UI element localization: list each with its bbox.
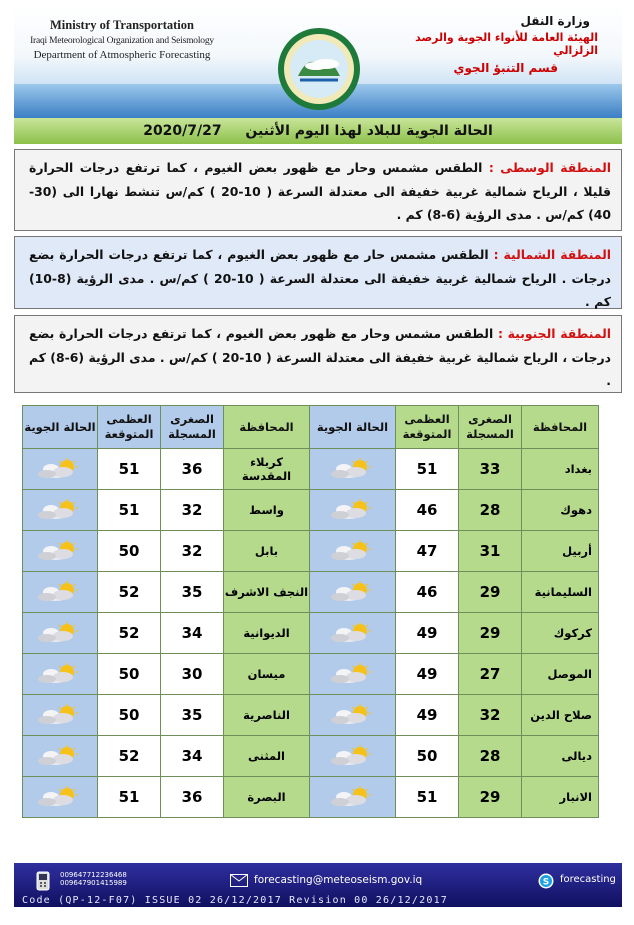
- min-temp: 36: [161, 777, 224, 818]
- header-min: الصغرى المسجلة: [459, 406, 522, 449]
- province-name: الديوانية: [224, 613, 310, 654]
- sun-behind-cloud-icon: [23, 654, 98, 695]
- table-row: [23, 613, 599, 654]
- max-temp: 50: [396, 736, 459, 777]
- max-temp: 49: [396, 613, 459, 654]
- envelope-icon: [230, 874, 248, 887]
- max-temp: 52: [98, 572, 161, 613]
- min-temp: 29: [459, 777, 522, 818]
- province-name: المثنى: [224, 736, 310, 777]
- min-temp: 29: [459, 613, 522, 654]
- header-min: الصغرى المسجلة: [161, 406, 224, 449]
- province-name: بغداد: [522, 449, 599, 490]
- sun-behind-cloud-icon: [310, 695, 396, 736]
- max-temp: 51: [98, 490, 161, 531]
- ministry-en: Ministry of Transportation: [50, 18, 194, 32]
- max-temp: 51: [396, 449, 459, 490]
- sun-behind-cloud-icon: [310, 777, 396, 818]
- sun-behind-cloud-icon: [23, 449, 98, 490]
- max-temp: 51: [98, 777, 161, 818]
- province-name: كربلاء المقدسة: [224, 449, 310, 490]
- min-temp: 36: [161, 449, 224, 490]
- min-temp: 32: [161, 490, 224, 531]
- province-name: البصرة: [224, 777, 310, 818]
- sun-behind-cloud-icon: [23, 490, 98, 531]
- phone-number-1: 009647712236468: [60, 871, 127, 879]
- province-name: واسط: [224, 490, 310, 531]
- province-name: الانبار: [522, 777, 599, 818]
- region-north: [14, 236, 622, 309]
- svg-text:S: S: [542, 877, 550, 888]
- max-temp: 49: [396, 654, 459, 695]
- page-title: [14, 118, 622, 144]
- header-max: العظمى المتوقعة: [396, 406, 459, 449]
- max-temp: 52: [98, 613, 161, 654]
- phone-numbers: [60, 871, 127, 887]
- table-row: [23, 695, 599, 736]
- region-central-name: المنطقة الوسطى :: [488, 160, 611, 175]
- region-south-text: الطقس مشمس وحار مع ظهور بعض الغيوم ، كما ترتفع درجات الحرارة بضع درجات ، الرياح شمالية غربية خفيفة الى معتدلة السرعة ( 10-20 ) كم/س . مدى الرؤية (6-8) كم .: [29, 326, 612, 388]
- header-arabic: [398, 14, 598, 75]
- max-temp: 49: [396, 695, 459, 736]
- sun-behind-cloud-icon: [23, 531, 98, 572]
- sun-behind-cloud-icon: [23, 695, 98, 736]
- header-province: المحافظة: [224, 406, 310, 449]
- sun-behind-cloud-icon: [310, 572, 396, 613]
- province-name: كركوك: [522, 613, 599, 654]
- min-temp: 29: [459, 572, 522, 613]
- table-row: [23, 654, 599, 695]
- phone-number-2: 009647901415989: [60, 879, 127, 887]
- province-name: النجف الاشرف: [224, 572, 310, 613]
- skype-icon: [538, 873, 554, 889]
- min-temp: 28: [459, 490, 522, 531]
- header-province: المحافظة: [522, 406, 599, 449]
- province-name: دهوك: [522, 490, 599, 531]
- sun-behind-cloud-icon: [310, 449, 396, 490]
- max-temp: 51: [396, 777, 459, 818]
- province-name: ديالى: [522, 736, 599, 777]
- max-temp: 50: [98, 654, 161, 695]
- org-en: Iraqi Meteorological Organization and Seismology: [30, 36, 214, 46]
- sun-behind-cloud-icon: [23, 736, 98, 777]
- table-row: [23, 572, 599, 613]
- skype-handle[interactable]: forecasting: [560, 874, 616, 885]
- footer-bar: [14, 863, 622, 907]
- forecast-table: [22, 405, 599, 818]
- table-row: [23, 531, 599, 572]
- max-temp: 46: [396, 572, 459, 613]
- sun-behind-cloud-icon: [23, 777, 98, 818]
- table-header-row: [23, 406, 599, 449]
- province-name: بابل: [224, 531, 310, 572]
- province-name: أربيل: [522, 531, 599, 572]
- max-temp: 50: [98, 531, 161, 572]
- sun-behind-cloud-icon: [23, 572, 98, 613]
- min-temp: 32: [459, 695, 522, 736]
- table-row: [23, 490, 599, 531]
- min-temp: 32: [161, 531, 224, 572]
- region-north-name: المنطقة الشمالية :: [493, 247, 611, 262]
- email-link[interactable]: forecasting@meteoseism.gov.iq: [254, 874, 423, 886]
- dept-ar: قسم التنبؤ الجوي: [453, 61, 558, 75]
- title-date: 2020/7/27: [143, 123, 222, 139]
- region-south: [14, 315, 622, 393]
- header-max: العظمى المتوقعة: [98, 406, 161, 449]
- sun-behind-cloud-icon: [310, 613, 396, 654]
- region-north-text: الطقس مشمس حار مع ظهور بعض الغيوم ، كما ترتفع درجات الحرارة بضع درجات . الرياح شمالية غربية خفيفة الى معتدلة السرعة ( 10-20 ) كم/س . مدى الرؤية (8-10) كم .: [29, 247, 612, 309]
- sun-behind-cloud-icon: [310, 490, 396, 531]
- min-temp: 31: [459, 531, 522, 572]
- min-temp: 34: [161, 736, 224, 777]
- min-temp: 27: [459, 654, 522, 695]
- title-text: الحالة الجوية للبلاد لهذا اليوم الأثنين: [245, 123, 493, 139]
- sun-behind-cloud-icon: [310, 736, 396, 777]
- header-english: [22, 18, 222, 61]
- ministry-ar: وزارة النقل: [520, 14, 590, 28]
- max-temp: 51: [98, 449, 161, 490]
- region-south-name: المنطقة الجنوبية :: [497, 326, 611, 341]
- min-temp: 34: [161, 613, 224, 654]
- min-temp: 35: [161, 695, 224, 736]
- region-central-text: الطقس مشمس وحار مع ظهور بعض الغيوم ، كما ترتفع درجات الحرارة قليلا ، الرياح شمالية غربية خفيفة الى معتدلة السرعة ( 10-20 ) كم/س تنشط نهارا الى (30-40) كم/س . مدى الرؤية (6-8) كم .: [29, 160, 611, 222]
- min-temp: 28: [459, 736, 522, 777]
- mobile-phone-icon: [36, 871, 50, 891]
- organization-logo-icon: [276, 26, 362, 112]
- province-name: الموصل: [522, 654, 599, 695]
- sun-behind-cloud-icon: [310, 531, 396, 572]
- header-condition: الحالة الجوية: [23, 406, 98, 449]
- province-name: السليمانية: [522, 572, 599, 613]
- min-temp: 33: [459, 449, 522, 490]
- min-temp: 35: [161, 572, 224, 613]
- document-code: Code (QP-12-F07) ISSUE 02 26/12/2017 Revision 00 26/12/2017: [22, 895, 449, 906]
- province-name: صلاح الدين: [522, 695, 599, 736]
- max-temp: 52: [98, 736, 161, 777]
- dept-en: Department of Atmospheric Forecasting: [33, 49, 211, 61]
- table-row: [23, 777, 599, 818]
- table-row: [23, 449, 599, 490]
- min-temp: 30: [161, 654, 224, 695]
- sun-behind-cloud-icon: [23, 613, 98, 654]
- table-row: [23, 736, 599, 777]
- province-name: ميسان: [224, 654, 310, 695]
- province-name: الناصرية: [224, 695, 310, 736]
- max-temp: 50: [98, 695, 161, 736]
- org-ar: الهيئة العامة للأنواء الجوية والرصد الزلزالي: [415, 31, 598, 57]
- sun-behind-cloud-icon: [310, 654, 396, 695]
- region-central: [14, 149, 622, 231]
- max-temp: 47: [396, 531, 459, 572]
- header-condition: الحالة الجوية: [310, 406, 396, 449]
- max-temp: 46: [396, 490, 459, 531]
- header-banner: [14, 6, 622, 118]
